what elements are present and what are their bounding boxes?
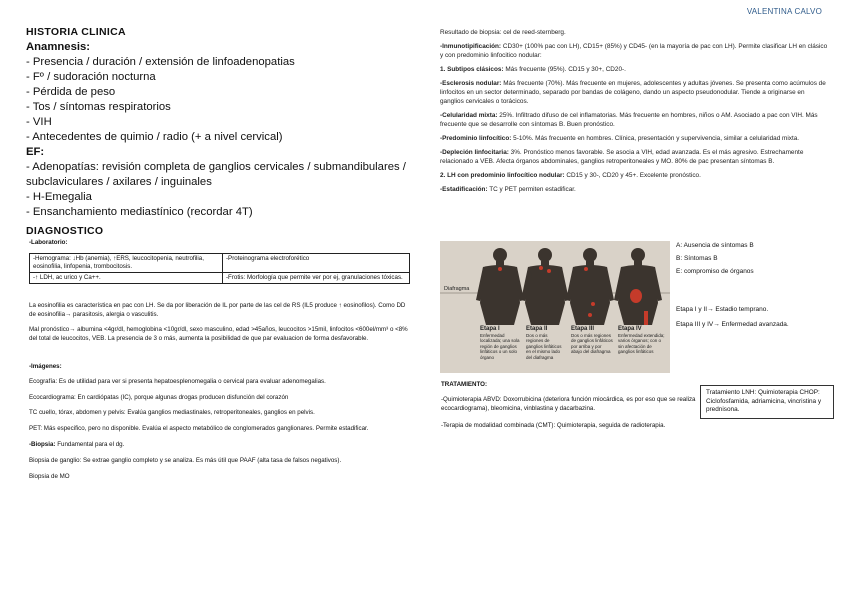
esclerosis-nodular: -Esclerosis nodular: Más frecuente (70%). Más frecuente en mujeres, adolescentes y adultas jóvenes. Se presenta como acúmulos de linfocitos en un sector determinado, separado por bandas de colágeno, dando un aspecto pseudonodular. Tiende a originarse en ganglios cervicales o torácicos. <box>440 80 826 105</box>
body-etapa-1 <box>476 248 524 325</box>
organ-marker <box>630 289 642 303</box>
biopsia-text: Fundamental para el dg. <box>57 441 125 448</box>
ef-title: EF: <box>26 146 45 158</box>
stage-caption-1: Etapa I Enfermedad localizada; una sola región de ganglios linfáticos o un solo órgano <box>480 326 520 360</box>
anamnesis-item: - Tos / síntomas respiratorios <box>26 101 171 113</box>
biopsia-result: Resultado de biopsia: cel de reed-sternberg. <box>440 29 566 36</box>
celularidad-mixta: -Celularidad mixta: 25%. Infiltrado difuso de cel inflamatorias. Más frecuente en hombres, niños o AM. Asociado a pac con VIH. Más frecuente que se desarrolle con síntomas B. Buen pronóstico. <box>440 112 818 128</box>
mal-pronostico-paragraph: Mal pronóstico→ albumina <4gr/dl, hemoglobina <10gr/dl, sexo masculino, edad >45años, leucocitos >15mil, linfocitos <600el/mm³ o <8% del total de leucocitos, VEB. La presencia de 3 o más, aumenta la posibilidad de que par evaluacion de forma desfavorable. <box>29 326 408 342</box>
tratamiento-cmt: -Terapia de modalidad combinada (CMT): Quimioterapia, seguida de radioterapia. <box>441 422 666 429</box>
title-historia-clinica: HISTORIA CLINICA <box>26 26 126 38</box>
stage-note: Etapa III y IV→ Enfermedad avanzada. <box>676 321 789 328</box>
anamnesis-title: Anamnesis: <box>26 41 91 53</box>
body-etapa-2 <box>521 248 569 325</box>
stage-notes <box>676 305 789 329</box>
anamnesis-item: - Presencia / duración / extensión de linfoadenopatias <box>26 56 295 68</box>
anamnesis-item: - Pérdida de peso <box>26 86 116 98</box>
lab-table <box>29 253 410 284</box>
stage-note: Etapa I y II→ Estadio temprano. <box>676 306 769 313</box>
legend <box>676 241 754 276</box>
stage-caption-3: Etapa III Dos o más regiones de ganglios linfáticos por arriba y por abajo del diafragma <box>571 326 613 354</box>
diagnostico-title: DIAGNOSTICO <box>26 225 104 237</box>
tratamiento-lnh-box: Tratamiento LNH: Quimioterapia CHOP: Ciclofosfamida, adriamicina, vincristina y prednisona. <box>700 385 834 419</box>
author-name: VALENTINA CALVO <box>746 7 822 16</box>
legend-item: B: Síntomas B <box>676 255 718 262</box>
eosinofilia-paragraph: La eosinofilia es característica en pac con LH. Se da por liberación de IL por parte de las cel de RS (IL5 produce ↑ eosinofilos). Como DD de eosinofilia→ parasitosis, alergia o vasculitis. <box>29 302 406 318</box>
ef-item: - H-Emegalia <box>26 191 92 203</box>
imagen-pet: PET: Más especifico, pero no disponible. Evalúa el aspecto metabólico de conglomerados ganglionares. Permite estadificar. <box>29 425 369 432</box>
biopsia-line <box>29 441 124 450</box>
stage-caption-2: Etapa II Dos o más regiones de ganglios linfáticos en el mismo lado del diafragma <box>526 326 562 360</box>
anamnesis-list <box>26 55 295 145</box>
table-cell: -Frotis: Morfología que permite ver por ej, granulaciones tóxicas. <box>223 273 410 284</box>
stage-caption-4: Etapa IV Enfermedad extendida; varios órganos; con o sin afectación de ganglios linfáticos <box>618 326 665 354</box>
diafragma-label: Diafragma <box>444 286 470 292</box>
lh-predominio-nodular: 2. LH con predominio linfocítico nodular: CD15 y 30-, CD20 y 45+. Excelente pronóstico. <box>440 172 701 179</box>
imagen-ecocardiograma: Ecocardiograma: En cardiópatas (IC), porque algunas drogas producen disfunción del corazón <box>29 394 289 401</box>
imagenes-title: -Imágenes: <box>29 363 62 370</box>
node-marker <box>588 313 592 317</box>
anamnesis-item: - Antecedentes de quimio / radio (+ a nivel cervical) <box>26 131 283 143</box>
node-marker <box>539 266 543 270</box>
node-marker <box>584 267 588 271</box>
estadificacion: -Estadificación: TC y PET permiten estadificar. <box>440 186 576 193</box>
legend-item: A: Ausencia de síntomas B <box>676 242 754 249</box>
table-cell: -Proteinograma electroforético <box>223 254 410 273</box>
anamnesis-item: - Fº / sudoración nocturna <box>26 71 156 83</box>
staging-figure <box>440 241 670 373</box>
table-cell: -Hemograma: ↓Hb (anemia), ↑ERS, leucocitopenia, neutrofilia, eosinofilia, linfopenia, trombocitosis. <box>30 254 223 273</box>
ef-item: - Ensanchamiento mediastínico (recordar 4T) <box>26 206 253 218</box>
node-marker <box>498 267 502 271</box>
legend-item: E: compromiso de órganos <box>676 268 754 275</box>
tratamiento-abvd: -Quimioterapia ABVD: Doxorrubicina (deteriora función miocárdica, es por eso que se realiza ecocardiograma), bleomicina, vinblastina y dacarbazina. <box>441 396 696 412</box>
right-text-block <box>440 28 830 194</box>
ef-item: - Adenopatías: revisión completa de ganglios cervicales / submandibulares / <box>26 161 406 173</box>
inmunotipificacion: -Inmunotipificación: CD30+ (100% pac con LH), CD15+ (85%) y CD45- (en la mayoría de pac con LH). Permite clasificar LH en clásico y con predominio linfocitico nodular: <box>440 43 828 59</box>
node-marker <box>547 269 551 273</box>
organ-marker <box>644 311 648 325</box>
biopsia-mo: Biopsia de MO <box>29 473 70 480</box>
tratamiento-title: TRATAMIENTO: <box>441 381 488 388</box>
ef-item: subclaviculares / axilares / inguinales <box>26 176 212 188</box>
anamnesis-item: - VIH <box>26 116 52 128</box>
table-cell: -↑ LDH, ac urico y Ca++. <box>30 273 223 284</box>
table-row <box>30 254 410 273</box>
ef-list <box>26 160 416 220</box>
biopsia-ganglio: Biopsia de ganglio: Se extrae ganglio completo y se analiza. Es más útil que PAAF (alta tasa de falsos negativos). <box>29 457 342 464</box>
biopsia-title: -Biopsia: <box>29 441 56 448</box>
predominio-linfocitico: -Predominio linfocítico: 5-10%. Más frecuente en hombres. Clínica, presentación y supervivencia, similar a celularidad mixta. <box>440 135 800 142</box>
body-etapa-4 <box>614 248 662 325</box>
imagen-ecografia: Ecografía: Es de utilidad para ver si presenta hepatoesplenomegalia o cervical para evaluar adenomegalias. <box>29 378 326 385</box>
imagen-tc: TC cuello, tórax, abdomen y pelvis: Evalúa ganglios mediastinales, retroperitoneales, ganglios en pelvis. <box>29 409 315 416</box>
node-marker <box>591 302 595 306</box>
deplecion-linfocitaria: -Depleción linfocitaria: 3%. Pronóstico menos favorable. Se asocia a VIH, edad avanzada. Es el más agresivo. Estrechamente relacionado a VEB. Afecta órganos abdominales, ganglios retroperitoneales y MO. 80% de pac presentan síntomas B. <box>440 149 804 165</box>
subtipos-clasicos: 1. Subtipos clásicos: Más frecuente (95%). CD15 y 30+, CD20-. <box>440 66 626 73</box>
laboratorio-title: -Laboratorio: <box>29 239 68 246</box>
table-row <box>30 273 410 284</box>
